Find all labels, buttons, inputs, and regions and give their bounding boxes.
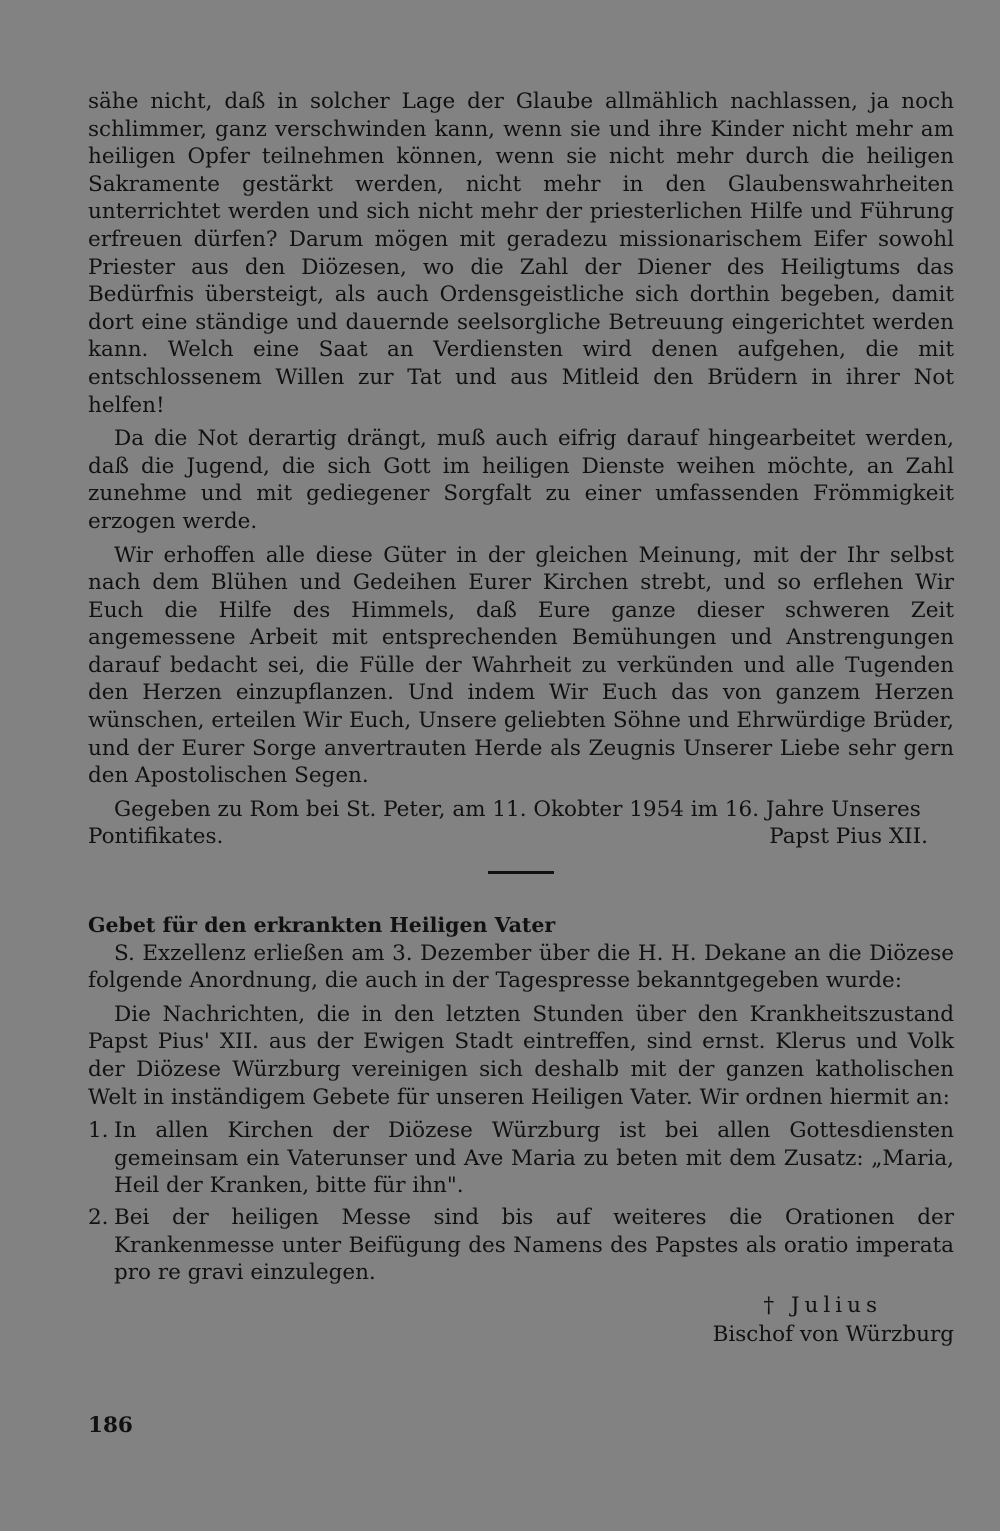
section-heading: Gebet für den erkrankten Heiligen Vater <box>88 913 556 938</box>
bishop-signature <box>88 1291 954 1349</box>
list-item <box>88 1117 954 1200</box>
list-item-text: Bei der heiligen Messe sind bis auf weiteres die Orationen der Krankenmesse unter Beifügung des Namens des Papstes als oratio imperata pro re gravi einzulegen. <box>114 1204 954 1286</box>
body-paragraph-2: Da die Not derartig drängt, muß auch eifrig darauf hingearbeitet werden, daß die Jugend, die sich Gott im heiligen Dienste weihen möchte, an Zahl zunehme und mit gediegener Sorgfalt zu einer umfassenden Frömmigkeit erzogen werde. <box>88 426 954 534</box>
numbered-list <box>88 1117 954 1287</box>
list-item <box>88 1204 954 1287</box>
section-intro: S. Exzellenz erließen am 3. Dezember über die H. H. Dekane an die Diözese folgende Anordnung, die auch in der Tagespresse bekanntgegeben wurde: <box>88 940 954 994</box>
pope-signature: Papst Pius XII. <box>769 824 928 850</box>
signature-name: † Julius <box>763 1292 882 1318</box>
date-line: Gegeben zu Rom bei St. Peter, am 11. Okobter 1954 im 16. Jahre Unseres <box>114 796 921 822</box>
page-number: 186 <box>88 1413 133 1438</box>
list-item-text: In allen Kirchen der Diözese Würzburg ist bei allen Gottesdiensten gemeinsam ein Vaterunser und Ave Maria zu beten mit dem Zusatz: „Maria, Heil der Kranken, bitte für ihn". <box>114 1118 954 1199</box>
body-paragraph-3: Wir erhoffen alle diese Güter in der gleichen Meinung, mit der Ihr selbst nach dem Blühen und Gedeihen Eurer Kirchen strebt, und so erflehen Wir Euch die Hilfe des Himmels, daß Eure ganze dieser schweren Zeit angemessene Arbeit mit entsprechenden Bemühungen und Anstrengungen darauf bedacht sei, die Fülle der Wahrheit zu verkünden und alle Tugenden den Herzen einzupflanzen. Und indem Wir Euch das von ganzem Herzen wünschen, erteilen Wir Euch, Unsere geliebten Söhne und Ehrwürdige Brüder, und der Eurer Sorge anvertrauten Herde als Zeugnis Unserer Liebe sehr gern den Apostolischen Segen. <box>88 542 954 789</box>
date-line-continuation: Pontifikates. <box>88 824 224 850</box>
section-news: Die Nachrichten, die in den letzten Stunden über den Krankheitszustand Papst Pius' XII. aus der Ewigen Stadt eintreffen, sind ernst. Klerus und Volk der Diözese Würzburg vereinigen sich deshalb mit der ganzen katholischen Welt in inständigem Gebete für unseren Heiligen Vater. Wir ordnen hiermit an: <box>88 1001 954 1110</box>
list-item-number: 1. <box>88 1118 109 1144</box>
section-divider <box>488 871 554 874</box>
date-block <box>88 796 954 851</box>
date-signature-row <box>88 823 954 851</box>
list-item-number: 2. <box>88 1204 109 1230</box>
signature-title: Bischof von Würzburg <box>712 1321 954 1347</box>
body-paragraph-1: sähe nicht, daß in solcher Lage der Glaube allmählich nachlassen, ja noch schlimmer, ganz verschwinden kann, wenn sie und ihre Kinder nicht mehr am heiligen Opfer teilnehmen können, wenn sie nicht mehr durch die heiligen Sakramente gestärkt werden, nicht mehr in den Glaubenswahrheiten unterrichtet werden und sich nicht mehr der priesterlichen Hilfe und Führung erfreuen dürfen? Darum mögen mit geradezu missionarischem Eifer sowohl Priester aus den Diözesen, wo die Zahl der Diener des Heiligtums das Bedürfnis übersteigt, als auch Ordensgeistliche sich dorthin begeben, damit dort eine ständige und dauernde seelsorgliche Betreuung eingerichtet werden kann. Welch eine Saat an Verdiensten wird denen aufgehen, die mit entschlossenem Willen zur Tat und aus Mitleid den Brüdern in ihrer Not helfen! <box>88 89 954 418</box>
document-page <box>88 88 954 1349</box>
